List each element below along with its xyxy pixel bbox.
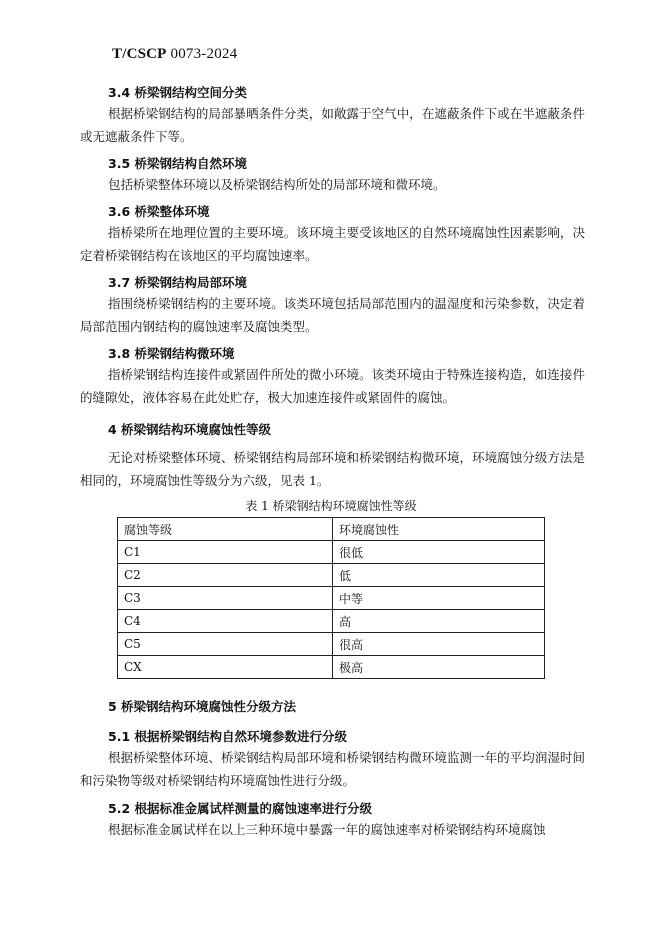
heading-5: 5 桥梁钢结构环境腐蚀性分级方法 <box>108 699 297 714</box>
table-header-cell: 环境腐蚀性 <box>333 518 545 541</box>
table-row <box>118 541 545 564</box>
standard-code-prefix: T/CSCP <box>112 46 167 62</box>
heading-3-6: 3.6 桥梁整体环境 <box>108 204 210 219</box>
heading-3-8: 3.8 桥梁钢结构微环境 <box>108 346 235 361</box>
table-row <box>118 610 545 633</box>
standard-code <box>112 46 237 63</box>
table-cell: C2 <box>118 564 333 587</box>
paragraph-3-6: 指桥梁所在地理位置的主要环境。该环境主要受该地区的自然环境腐蚀性因素影响，决定着桥梁钢结构在该地区的平均腐蚀速率。 <box>80 225 585 263</box>
paragraph-4: 无论对桥梁整体环境、桥梁钢结构局部环境和桥梁钢结构微环境，环境腐蚀分级方法是相同的，环境腐蚀性等级分为六级，见表 1。 <box>80 450 585 488</box>
table-row <box>118 633 545 656</box>
table-cell: 低 <box>333 564 545 587</box>
table-cell: 极高 <box>333 656 545 679</box>
heading-3-5: 3.5 桥梁钢结构自然环境 <box>108 156 247 171</box>
table-cell: 中等 <box>333 587 545 610</box>
paragraph-5-1: 根据桥梁整体环境、桥梁钢结构局部环境和桥梁钢结构微环境监测一年的平均润湿时间和污染物等级对桥梁钢结构环境腐蚀性进行分级。 <box>80 750 585 788</box>
table-caption: 表 1 桥梁钢结构环境腐蚀性等级 <box>245 499 417 513</box>
table-cell: 很高 <box>333 633 545 656</box>
table-cell: C3 <box>118 587 333 610</box>
table-cell: 很低 <box>333 541 545 564</box>
heading-5-1: 5.1 根据桥梁钢结构自然环境参数进行分级 <box>108 729 347 744</box>
heading-3-4: 3.4 桥梁钢结构空间分类 <box>108 85 247 100</box>
table-cell: 高 <box>333 610 545 633</box>
paragraph-5-2: 根据标准金属试样在以上三种环境中暴露一年的腐蚀速率对桥梁钢结构环境腐蚀 <box>108 822 546 837</box>
heading-5-2: 5.2 根据标准金属试样测量的腐蚀速率进行分级 <box>108 801 372 816</box>
table-cell: CX <box>118 656 333 679</box>
heading-4: 4 桥梁钢结构环境腐蚀性等级 <box>108 422 272 437</box>
table-row <box>118 656 545 679</box>
corrosivity-grade-table <box>117 517 545 679</box>
standard-code-number: 0073-2024 <box>166 46 238 62</box>
paragraph-3-4: 根据桥梁钢结构的局部暴晒条件分类，如敞露于空气中，在遮蔽条件下或在半遮蔽条件或无遮蔽条件下等。 <box>80 106 585 144</box>
table-row <box>118 587 545 610</box>
table-cell: C4 <box>118 610 333 633</box>
heading-3-7: 3.7 桥梁钢结构局部环境 <box>108 275 247 290</box>
table-header-row <box>118 518 545 541</box>
table-cell: C5 <box>118 633 333 656</box>
table-cell: C1 <box>118 541 333 564</box>
paragraph-3-5: 包括桥梁整体环境以及桥梁钢结构所处的局部环境和微环境。 <box>108 177 446 192</box>
paragraph-3-8: 指桥梁钢结构连接件或紧固件所处的微小环境。该类环境由于特殊连接构造，如连接件的缝隙处，液体容易在此处贮存，极大加速连接件或紧固件的腐蚀。 <box>80 367 585 405</box>
table-row <box>118 564 545 587</box>
table-header-cell: 腐蚀等级 <box>118 518 333 541</box>
paragraph-3-7: 指围绕桥梁钢结构的主要环境。该类环境包括局部范围内的温湿度和污染参数，决定着局部范围内钢结构的腐蚀速率及腐蚀类型。 <box>80 296 585 334</box>
